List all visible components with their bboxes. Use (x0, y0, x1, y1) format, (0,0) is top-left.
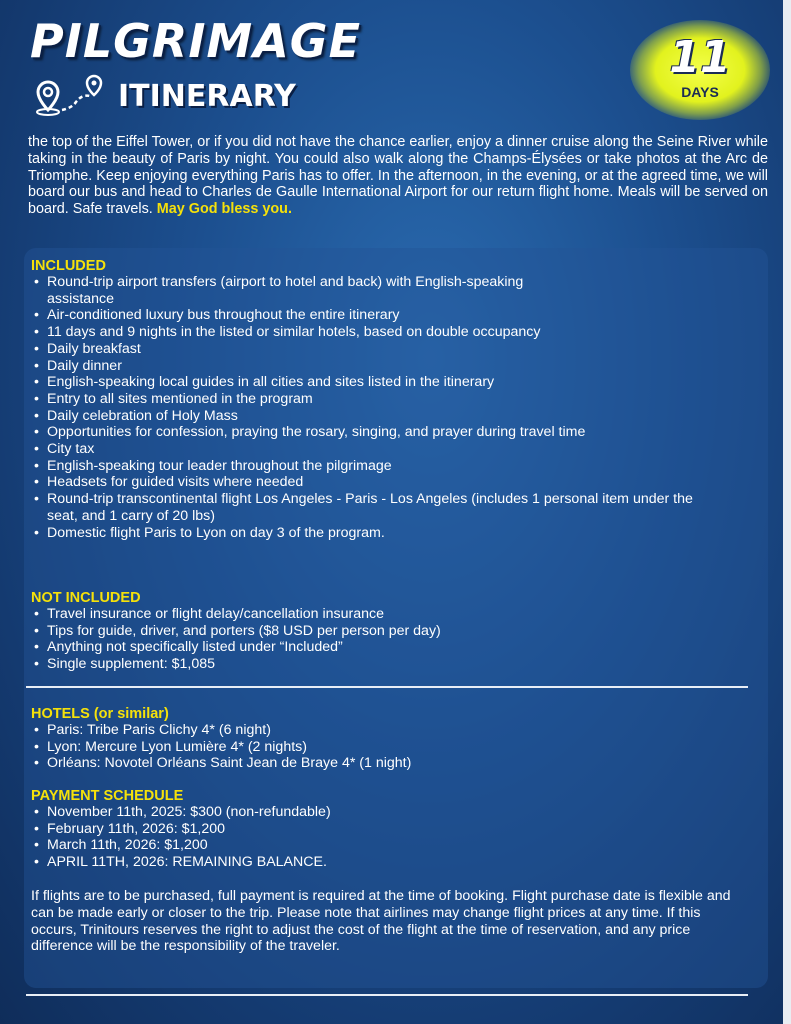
page-title: PILGRIMAGE (30, 14, 361, 68)
days-count: 11 (669, 32, 731, 83)
list-item: • Entry to all sites mentioned in the program (31, 391, 731, 408)
hotels-list (31, 722, 751, 772)
page-subtitle: ITINERARY (118, 78, 296, 114)
list-item: • APRIL 11TH, 2026: REMAINING BALANCE. (31, 854, 751, 871)
list-item: • Round-trip transcontinental flight Los Angeles - Paris - Los Angeles (includes 1 personal item under the seat, and 1 carry of 20 lbs) (31, 491, 727, 524)
list-item: • Headsets for guided visits where needed (31, 474, 731, 491)
list-item: • Paris: Tribe Paris Clichy 4* (6 night) (31, 722, 751, 739)
days-label: DAYS (681, 84, 719, 100)
list-item: • Air-conditioned luxury bus throughout the entire itinerary (31, 307, 731, 324)
intro-paragraph (28, 134, 768, 218)
list-item: • Daily celebration of Holy Mass (31, 408, 731, 425)
flight-payment-note: If flights are to be purchased, full payment is required at the time of booking. Flight purchase date is flexible and can be made early or closer to the trip. Please note that airlines may change flight prices at any time. If this occurs, Trinitours reserves the right to adjust the cost of the flight at the time of reservation, and any price difference will be the responsibility of the traveler. (31, 888, 731, 955)
list-item: • Daily breakfast (31, 341, 731, 358)
list-item: • Travel insurance or flight delay/cancellation insurance (31, 606, 751, 623)
footer-divider (26, 994, 748, 996)
included-heading: INCLUDED (31, 258, 106, 274)
list-item: • Lyon: Mercure Lyon Lumière 4* (2 nights) (31, 739, 751, 756)
list-item: • November 11th, 2025: $300 (non-refundable) (31, 804, 751, 821)
list-item: • March 11th, 2026: $1,200 (31, 837, 751, 854)
included-list (31, 274, 731, 541)
list-item: • 11 days and 9 nights in the listed or similar hotels, based on double occupancy (31, 324, 647, 341)
list-item: • City tax (31, 441, 731, 458)
list-item: • Orléans: Novotel Orléans Saint Jean de Braye 4* (1 night) (31, 755, 751, 772)
route-pins-icon (34, 74, 108, 118)
list-item: • Daily dinner (31, 358, 731, 375)
hotels-heading: HOTELS (or similar) (31, 706, 169, 722)
intro-text: the top of the Eiffel Tower, or if you did not have the chance earlier, enjoy a dinner cruise along the Seine River while taking in the beauty of Paris by night. You could also walk along the Champs-Élysées or take photos at the Arc de Triomphe. Keep enjoying everything Paris has to offer. In the afternoon, in the evening, or at the agreed time, we will board our bus and head to Charles de Gaulle International Airport for our return flight home. Meals will be served on board. Safe travels. (28, 134, 768, 218)
section-divider (26, 686, 748, 688)
payment-heading: PAYMENT SCHEDULE (31, 788, 184, 804)
days-badge (630, 20, 770, 120)
list-item: • Single supplement: $1,085 (31, 656, 751, 673)
list-item: • February 11th, 2026: $1,200 (31, 821, 751, 838)
blessing-text: May God bless you. (156, 201, 292, 218)
list-item: • Opportunities for confession, praying the rosary, singing, and prayer during travel time (31, 424, 697, 441)
not-included-heading: NOT INCLUDED (31, 590, 141, 606)
list-item: • Round-trip airport transfers (airport to hotel and back) with English-speaking assistance (31, 274, 547, 307)
not-included-list (31, 606, 751, 673)
list-item: • Anything not specifically listed under “Included” (31, 639, 751, 656)
itinerary-heading (34, 72, 296, 120)
page-edge (783, 0, 791, 1024)
list-item: • English-speaking local guides in all cities and sites listed in the itinerary (31, 374, 731, 391)
list-item: • Tips for guide, driver, and porters ($8 USD per person per day) (31, 623, 751, 640)
list-item: • Domestic flight Paris to Lyon on day 3 of the program. (31, 525, 731, 542)
list-item: • English-speaking tour leader throughout the pilgrimage (31, 458, 731, 475)
payment-list (31, 804, 751, 871)
